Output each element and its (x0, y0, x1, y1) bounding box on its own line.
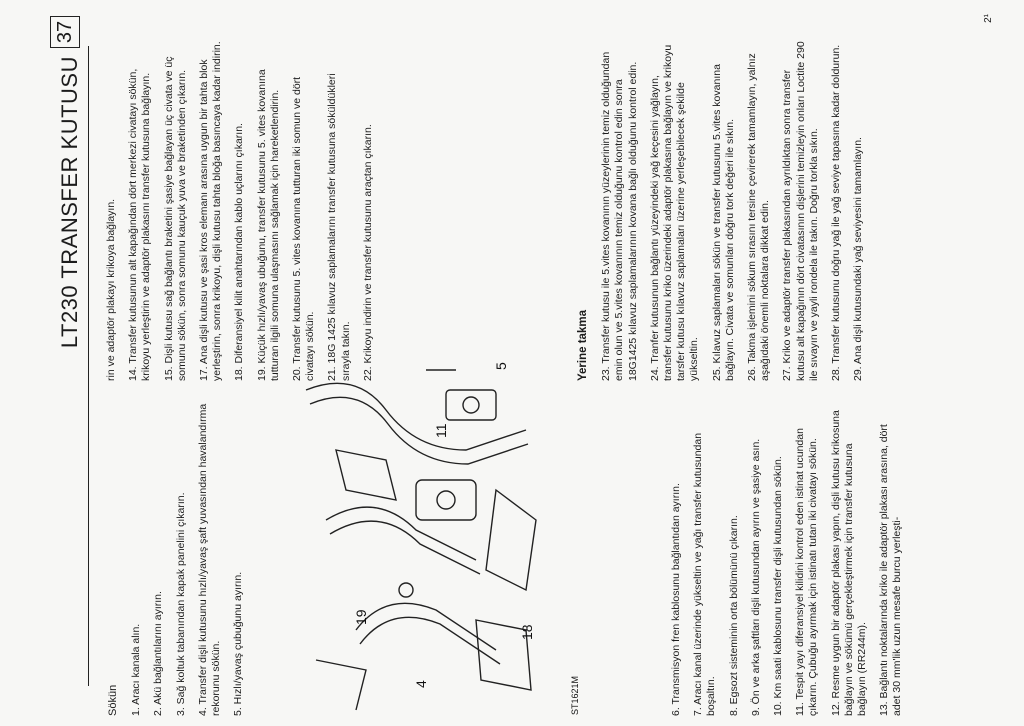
step-10: 10. Km saati kablosunu transfer dişli kutusundan sökün. (772, 456, 785, 716)
step-3: 3. Sağ koltuk tabanından kapak panelini çıkarın. (174, 492, 187, 716)
step-27: 27. Kriko ve adaptör transfer plakasından ayrıldıktan sonra transfer kutusu alt kapağının dört civatasının dişlerini temizleyin onları Loctite 290 ile sıvayın ve yayli rondela ile takın. Doğru torkla sıkın. (781, 41, 820, 381)
callout-5: 5 (493, 362, 509, 370)
callout-19: 19 (353, 609, 369, 625)
step-5: 5. Hızlı/yavaş çubuğunu ayırın. (232, 571, 245, 716)
step-13: 13. Bağlantı noktalarında kriko ile adaptör plakası arasına, dört adet 30 mm'lik uzun mesafe burcu yerleşti- (878, 424, 904, 716)
section-heading-removal: Sökün (107, 684, 119, 716)
step-9: 9. Ön ve arka şaftları dişli kutusundan ayırın ve şasiye asın. (749, 438, 762, 716)
step-20: 20. Transfer kutusunu 5. vites kovanına tutturan iki somun ve dört civatayı sökün. (291, 76, 317, 381)
step-15: 15. Dişli kutusu sağ bağlantı braketini şasiye bağlayan üç civata ve üç somunu sökün, sonra somunu kauçuk yuva ve braketinden çıkarın. (162, 56, 188, 381)
step-8: 8. Egsozt sisteminin orta bölümünü çıkarın. (727, 515, 740, 716)
step-29: 29. Ana dişli kutusundaki yağ seviyesini tamamlayın. (852, 137, 865, 381)
step-4: 4. Transfer dişli kutusunu hızlı/yavaş şaft yuvasından havalandırma rekorunu sökün. (196, 403, 223, 716)
step-6: 6. Transmisyon fren kablosunu bağlantıdan ayırın. (670, 483, 682, 716)
step-25: 25. Kılavuz saplamaları sökün ve transfer kutusunu 5.vites kovanına bağlayın. Civata ve somunları doğru tork değeri ile sıkın. (710, 64, 736, 381)
step-11: 11. Tespit yayı diferansiyel kilidini kontrol eden istinat ucundan çıkarın. Çubuğu ayırmak için istinatı tutan iki civatayı sökün. (794, 428, 820, 716)
callout-18: 18 (519, 624, 535, 640)
step-12: 12. Resme uygun bir adaptör plakası yapın, dişli kutusu krikosuna bağlayın ve sökümü gerçekleştirmek için transfer kutusuna bağlayın (RR244m). (829, 410, 869, 716)
callout-4: 4 (413, 680, 429, 688)
step-18: 18. Diferansiyel kilit anahtarından kablo uçlarını çıkarın. (233, 123, 246, 381)
step-23: 23. Transfer kutusu ile 5.vites kovanının yüzeylerinin temiz olduğundan emin olun ve 5.vites kovanının temiz olduğunu kontrol edin sonra 18G1425 kılavuz saplamalarının kovana bağlı olduğunu kontrol edin. (600, 51, 639, 381)
step-22: 22. Krikoyu indirin ve transfer kutusunu araçtan çıkarın. (361, 124, 374, 381)
step-14: 14. Transfer kutusunun alt kapağından dört merkezi civatayı sökün, krikoyu yerleştirin ve adaptör plakasını transfer kutusuna bağlayın. (127, 68, 153, 381)
removal-section (105, 401, 254, 716)
figure-linework (306, 370, 536, 710)
step-1: 1. Aracı kanala alın. (130, 623, 143, 716)
callout-11: 11 (433, 423, 449, 438)
removal-steps-continued (670, 401, 914, 716)
corner-mark: 2¹ (983, 14, 994, 23)
step-19: 19. Küçük hızlı/yavaş ubuğunu, transfer kutusunu 5. vites kovanına tutturan ilgili somuna ulaşmasını sağlamak için hareketlendirin. (255, 69, 281, 381)
left-column (105, 401, 1010, 716)
step-26: 26. Takma işlemini sökum sırasını tersine çevirerek tamamlayın, yalnız aşağıdaki önemli noktalara dikkat edin. (746, 53, 772, 381)
right-column (105, 41, 1010, 381)
step-24: 24. Tranfer kutusunun bağlantı yüzeyindeki yağ keçesini yağlayın, transfer kutusunu kriko üzerindeki adaptör plakasına bağlayın ve krikoyu tarsfer kutusu kılavuz saplamaları üzerine yerleşebilecek şekilde yükseltin. (648, 44, 701, 381)
header-rule (88, 46, 89, 686)
transfer-box-illustration (296, 330, 580, 725)
step-28: 28. Transfer kutusunu doğru yağ ile yağ seviye tapasına kadar doldurun. (830, 44, 843, 381)
step-17: 17. Ana dişli kutusu ve şasi kros elemanı arasına uygun bir tahta blok yerleştirin, sonra krikoyu, dişli kutusu tahta bloğa basıncaya kadar indirin. (198, 41, 224, 381)
step-21: 21. 18G 1425 kılavuz saplamalarını transfer kutusuna söküldükleri sırayla takın. (326, 73, 352, 381)
step-2: 2. Akü bağlantılarını ayırın. (152, 591, 165, 716)
page-title: LT230 TRANSFER KUTUSU (57, 56, 82, 349)
figure-code: ST1621M (570, 675, 580, 715)
page-number-box: 37 (50, 16, 80, 48)
step-7: 7. Aracı kanal üzerinde yükseltin ve yağı transfer kutusundan boşaltın. (692, 432, 718, 716)
section-heading-refit: Yerine takma (577, 310, 589, 381)
step-13-cont: rin ve adaptör plakayı krikoya bağlayın. (105, 198, 117, 381)
refit-section (575, 41, 874, 381)
